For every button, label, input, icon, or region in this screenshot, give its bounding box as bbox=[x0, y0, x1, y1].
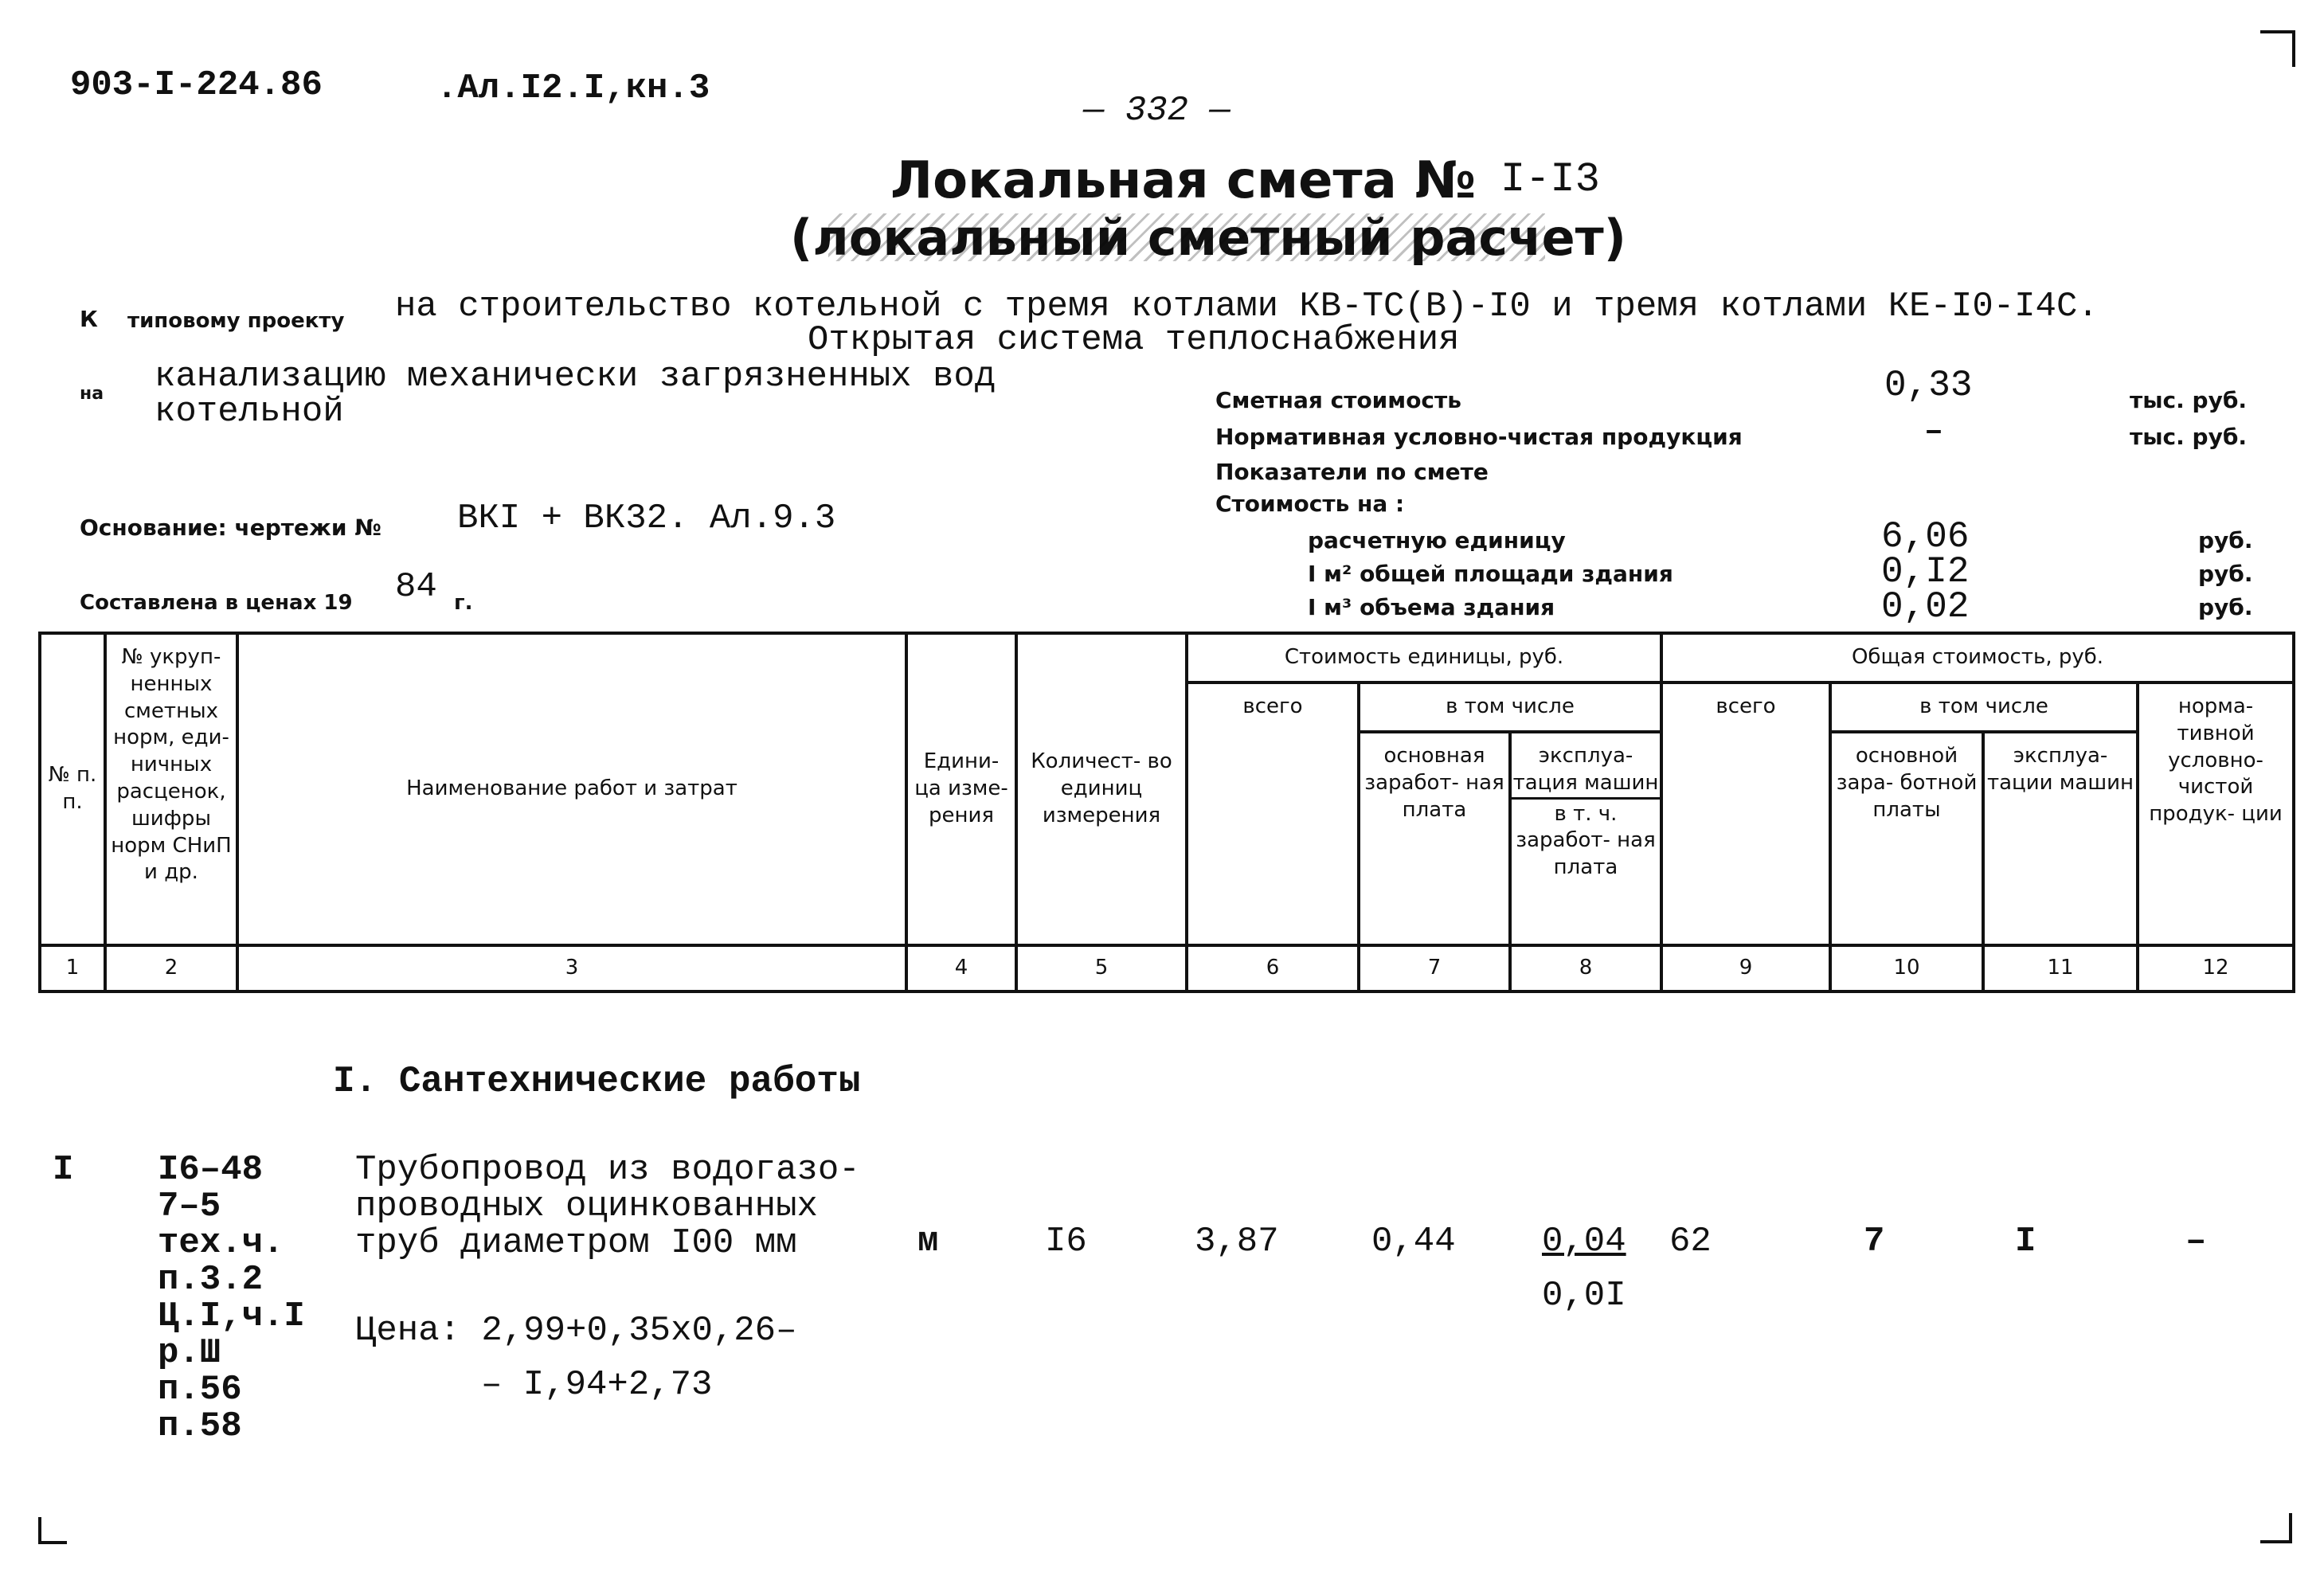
row-total-machines: I bbox=[2015, 1222, 2036, 1261]
row-name-line: труб диаметром I00 мм bbox=[355, 1223, 797, 1263]
estimate-cost-label: Сметная стоимость bbox=[1215, 387, 1461, 413]
col-number-2: 2 bbox=[105, 945, 237, 991]
row-total-wage: 7 bbox=[1864, 1222, 1885, 1261]
header-col-7: основная заработ- ная плата bbox=[1359, 732, 1510, 945]
per-volume-value: 0,02 bbox=[1881, 586, 1970, 628]
normative-product-value: – bbox=[1924, 414, 1944, 450]
normative-product-unit: тыс. руб. bbox=[2130, 424, 2248, 450]
row-code-line: тех.ч. bbox=[158, 1223, 284, 1263]
header-col-3: Наименование работ и затрат bbox=[237, 633, 906, 945]
header-col-4: Едини- ца изме- рения bbox=[906, 633, 1016, 945]
prices-suffix: г. bbox=[454, 591, 473, 615]
row-unit-wage: 0,44 bbox=[1371, 1222, 1456, 1261]
basis-value: ВКI + ВК32. Ал.9.3 bbox=[457, 499, 836, 538]
header-col-10: основной зара- ботной платы bbox=[1830, 732, 1983, 945]
section-title: I. Сантехнические работы bbox=[333, 1061, 861, 1102]
header-col-5: Количест- во единиц измерения bbox=[1016, 633, 1187, 945]
corner-mark-top-right bbox=[2260, 30, 2295, 67]
col-number-4: 4 bbox=[906, 945, 1016, 991]
prices-label: Составлена в ценах 19 bbox=[80, 591, 353, 615]
row-code-line: р.Ш bbox=[158, 1333, 221, 1373]
row-number: I bbox=[53, 1150, 74, 1190]
object-description: канализацию механически загрязненных вод bbox=[155, 357, 996, 397]
per-area-label: I м² общей площади здания bbox=[1308, 561, 1673, 587]
basis-label: Основание: чертежи № bbox=[80, 514, 381, 541]
page-subtitle: (локальный сметный расчет) bbox=[790, 209, 1627, 267]
row-unit: м bbox=[917, 1222, 939, 1261]
row-unit-total: 3,87 bbox=[1195, 1222, 1279, 1261]
per-unit-label: расчетную единицу bbox=[1308, 527, 1566, 553]
col-number-1: 1 bbox=[40, 945, 105, 991]
row-code-line: Ц.I,ч.I bbox=[158, 1296, 305, 1336]
col-number-6: 6 bbox=[1187, 945, 1359, 991]
header-col-8 bbox=[1510, 732, 1661, 945]
per-unit-unit: руб. bbox=[2198, 527, 2253, 553]
col-number-10: 10 bbox=[1830, 945, 1983, 991]
row-code-line: п.56 bbox=[158, 1370, 242, 1410]
label-typical-project: типовому проекту bbox=[127, 309, 345, 333]
per-unit-value: 6,06 bbox=[1881, 516, 1970, 557]
row-price-formula-2: – I,94+2,73 bbox=[481, 1365, 713, 1405]
row-total: 62 bbox=[1669, 1222, 1712, 1261]
row-name-line: Трубопровод из водогазо- bbox=[355, 1150, 860, 1190]
header-col-8-bottom: в т. ч. заработ- ная плата bbox=[1512, 797, 1660, 882]
album-reference: .Ал.I2.I,кн.3 bbox=[436, 68, 710, 108]
row-code-line: п.3.2 bbox=[158, 1260, 264, 1300]
header-col-6: всего bbox=[1187, 682, 1359, 945]
per-area-value: 0,I2 bbox=[1881, 551, 1970, 592]
estimate-table-header bbox=[38, 632, 2295, 993]
row-total-normative: – bbox=[2185, 1222, 2207, 1261]
header-col-1: № п. п. bbox=[40, 633, 105, 945]
strikeout-overlay bbox=[828, 213, 1545, 261]
corner-mark-bottom-left bbox=[38, 1517, 67, 1544]
col-number-5: 5 bbox=[1016, 945, 1187, 991]
col-number-9: 9 bbox=[1661, 945, 1830, 991]
per-volume-unit: руб. bbox=[2198, 594, 2253, 620]
estimate-number: I-I3 bbox=[1500, 156, 1600, 203]
col-number-8: 8 bbox=[1510, 945, 1661, 991]
header-unit-cost-group: Стоимость единицы, руб. bbox=[1187, 633, 1661, 682]
row-code-line: п.58 bbox=[158, 1406, 242, 1446]
project-description-line2: Открытая система теплоснабжения bbox=[808, 320, 1460, 360]
page-title: Локальная смета № bbox=[890, 151, 1477, 210]
row-codes bbox=[158, 1152, 305, 1445]
header-col-2: № укруп- ненных сметных норм, еди- ничных расценок, шифры норм СНиП и др. bbox=[105, 633, 237, 945]
col-number-7: 7 bbox=[1359, 945, 1510, 991]
row-work-name bbox=[355, 1152, 860, 1261]
header-col-8-top: эксплуа- тация машин bbox=[1512, 744, 1659, 795]
header-col-12: норма- тивной условно- чистой продук- ции bbox=[2138, 682, 2294, 945]
row-price-formula: Цена: 2,99+0,35х0,26– bbox=[355, 1311, 797, 1351]
indicators-label: Показатели по смете bbox=[1215, 459, 1489, 485]
row-unit-machines-wage: 0,0I bbox=[1542, 1276, 1626, 1316]
prices-year: 84 bbox=[395, 567, 437, 607]
header-total-including: в том числе bbox=[1830, 682, 2138, 732]
corner-mark-bottom-right bbox=[2260, 1513, 2292, 1543]
per-volume-label: I м³ объема здания bbox=[1308, 594, 1555, 620]
document-code: 903-I-224.86 bbox=[70, 65, 323, 105]
row-unit-machines: 0,04 bbox=[1542, 1222, 1626, 1261]
header-col-9: всего bbox=[1661, 682, 1830, 945]
label-na: на bbox=[80, 384, 104, 404]
label-k: К bbox=[80, 306, 98, 332]
header-unit-including: в том числе bbox=[1359, 682, 1661, 732]
per-area-unit: руб. bbox=[2198, 561, 2253, 587]
header-total-cost-group: Общая стоимость, руб. bbox=[1661, 633, 2294, 682]
estimate-cost-value: 0,33 bbox=[1884, 365, 1973, 406]
row-code-line: I6–48 bbox=[158, 1150, 264, 1190]
project-description: на строительство котельной с тремя котлами КВ-ТС(В)-I0 и тремя котлами КЕ-I0-I4С. bbox=[395, 287, 2099, 327]
header-col-11: эксплуа- тации машин bbox=[1983, 732, 2138, 945]
cost-per-label: Стоимость на : bbox=[1215, 491, 1405, 517]
page-number: — 332 — bbox=[1083, 91, 1230, 131]
estimate-cost-unit: тыс. руб. bbox=[2130, 387, 2248, 413]
object-description-line2: котельной bbox=[155, 392, 344, 432]
row-name-line: проводных оцинкованных bbox=[355, 1187, 818, 1226]
row-code-line: 7–5 bbox=[158, 1187, 221, 1226]
normative-product-label: Нормативная условно-чистая продукция bbox=[1215, 424, 1743, 450]
row-quantity: I6 bbox=[1045, 1222, 1087, 1261]
col-number-12: 12 bbox=[2138, 945, 2294, 991]
col-number-3: 3 bbox=[237, 945, 906, 991]
col-number-11: 11 bbox=[1983, 945, 2138, 991]
